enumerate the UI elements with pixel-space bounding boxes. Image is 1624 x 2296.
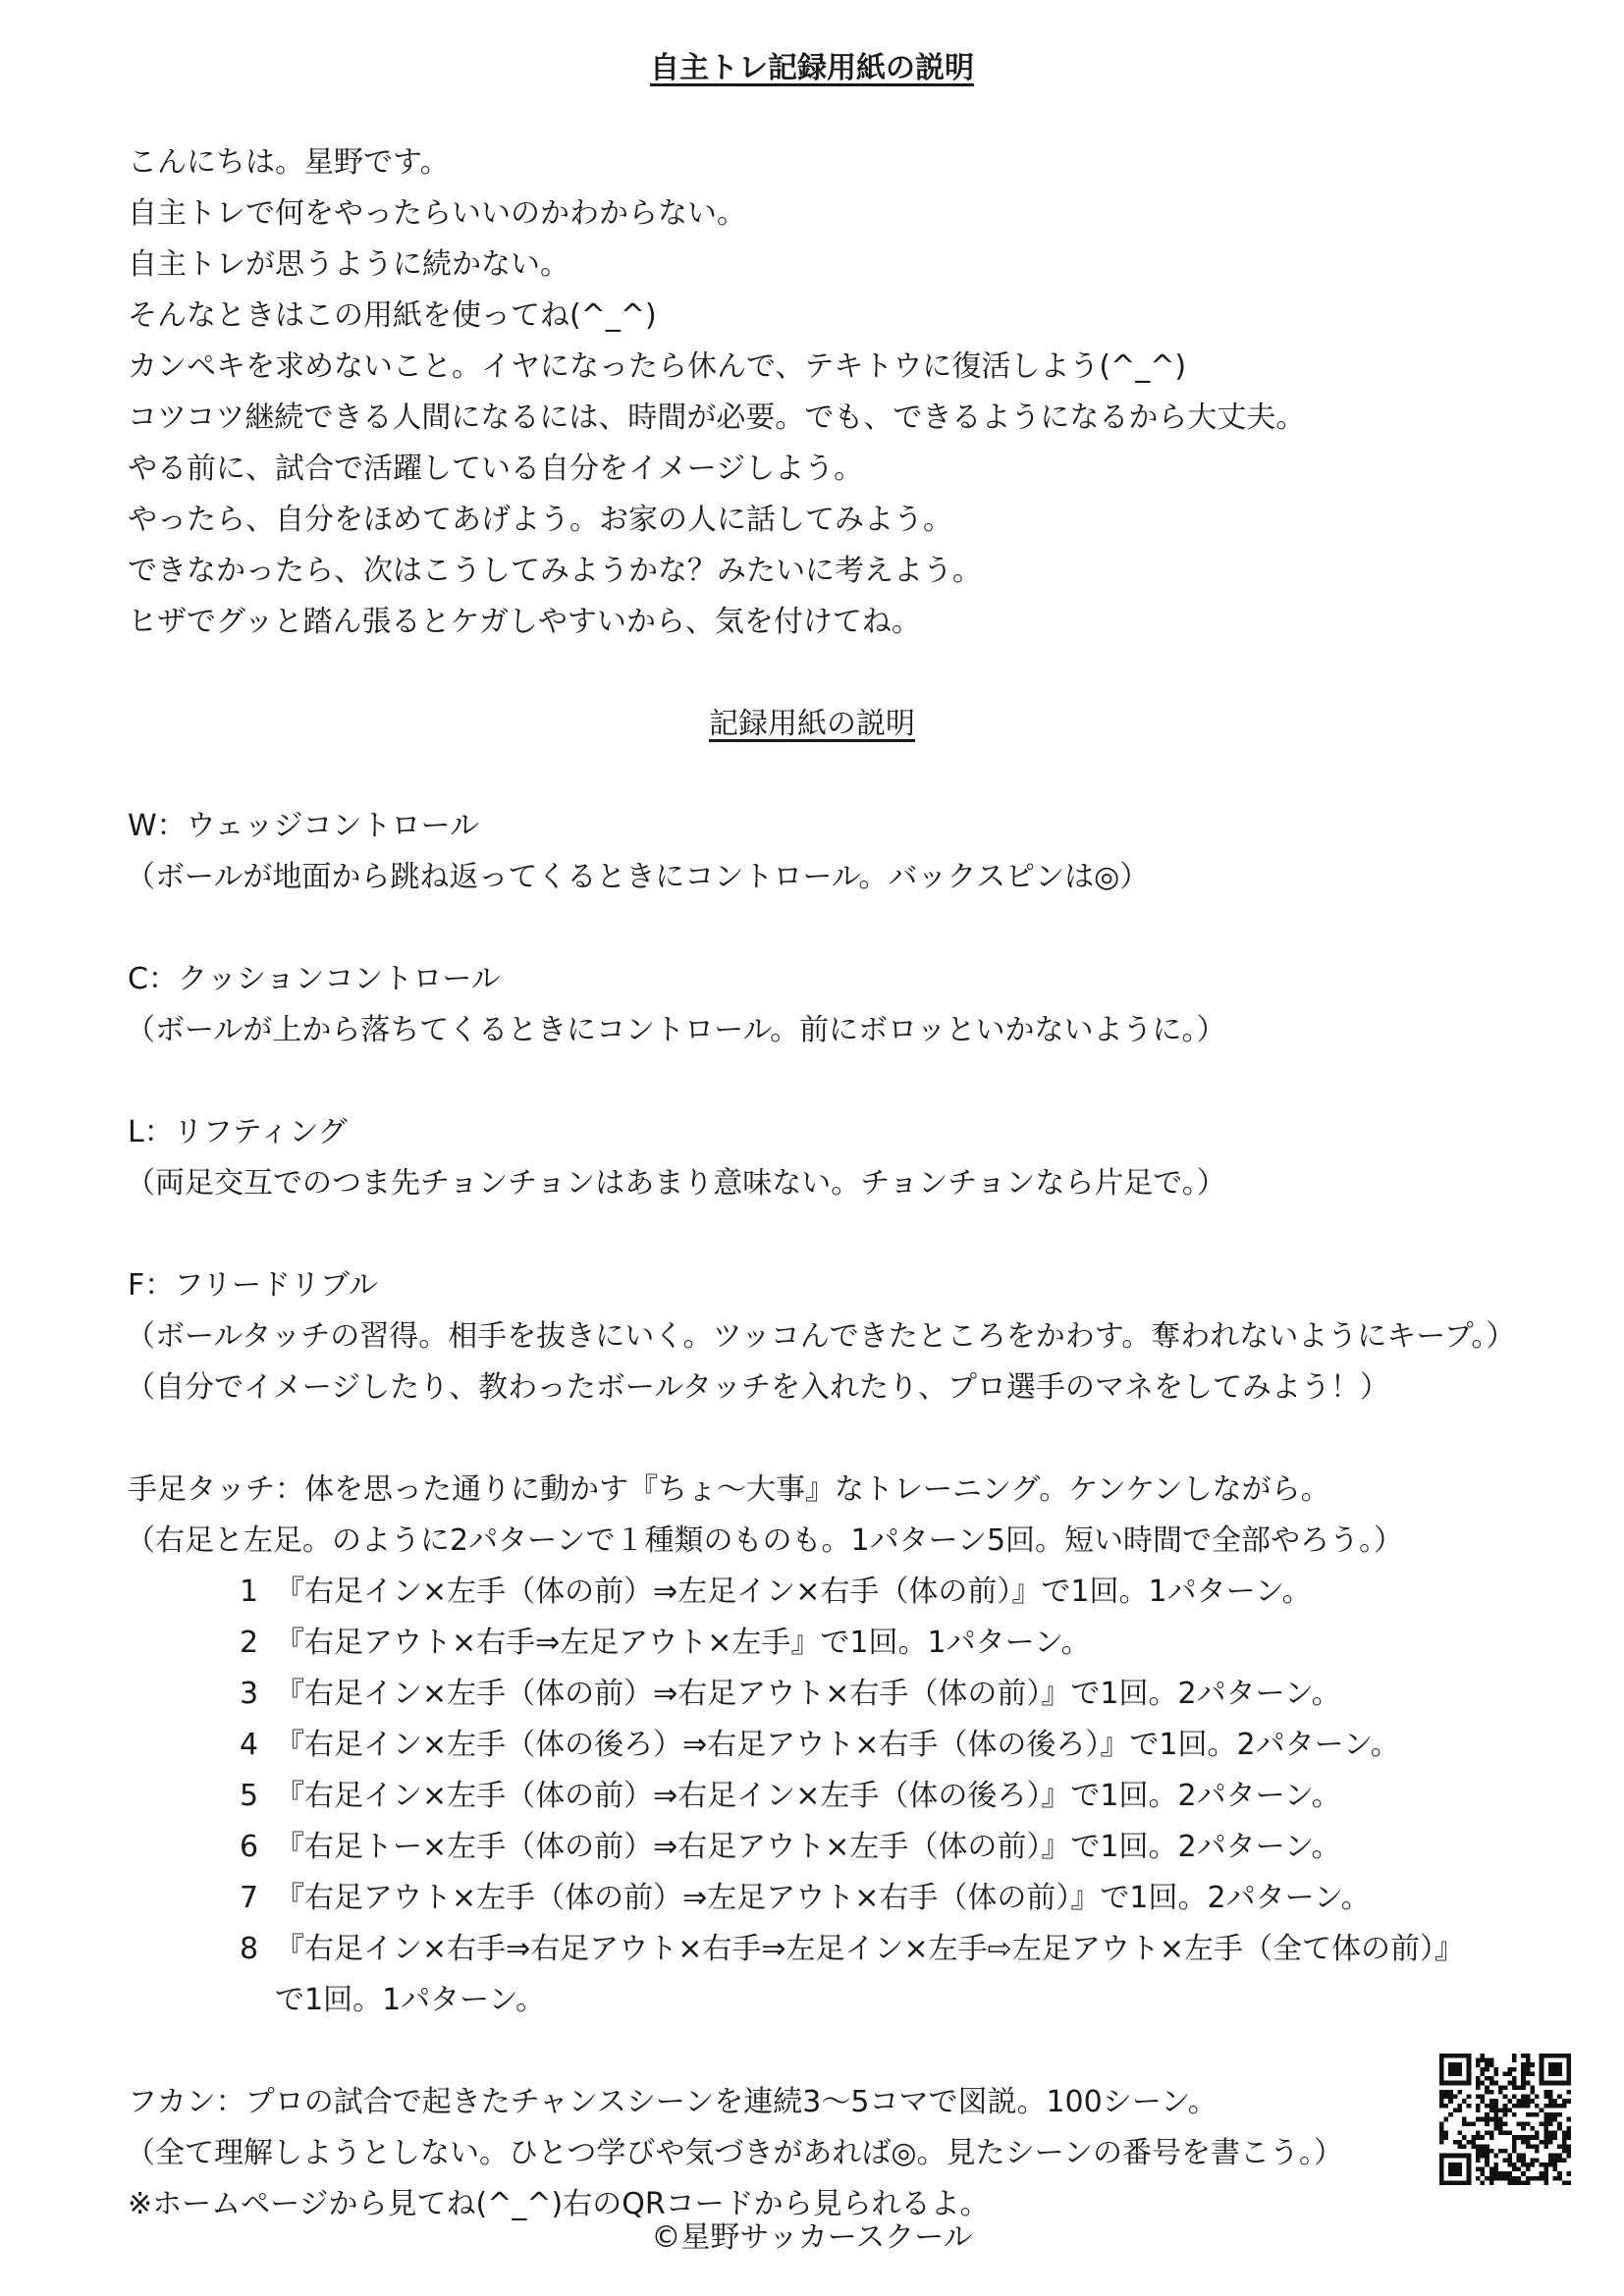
cushion-heading: C：クッションコントロール bbox=[128, 962, 501, 996]
intro-line: 自主トレが思うように続かない。 bbox=[128, 247, 569, 282]
wedge-note: （ボールが地面から跳ね返ってくるときにコントロール。バックスピンは◎） bbox=[126, 860, 1150, 894]
step-number: 6 bbox=[240, 1830, 259, 1864]
step-number: 1 bbox=[240, 1575, 259, 1609]
intro-line: やる前に、試合で活躍している自分をイメージしよう。 bbox=[128, 452, 864, 486]
qr-code-icon[interactable] bbox=[1439, 2054, 1571, 2185]
homepage-note: ※ホームページから見てね(^_^)右のQRコードから見られるよ。 bbox=[128, 2187, 990, 2221]
step-number: 4 bbox=[240, 1728, 259, 1762]
step-text: 『右足イン×右手⇒右足アウト×右手⇒左足イン×左手⇨左足アウト×左手（全て体の前）』 bbox=[275, 1932, 1464, 1966]
intro-line: そんなときはこの用紙を使ってね(^_^) bbox=[128, 298, 657, 333]
intro-line: カンペキを求めないこと。イヤになったら休んで、テキトウに復活しよう(^_^) bbox=[128, 349, 1187, 384]
step-text: 『右足イン×左手（体の前）⇒右足アウト×右手（体の前）』で1回。2パターン。 bbox=[275, 1677, 1341, 1711]
intro-line: やったら、自分をほめてあげよう。お家の人に話してみよう。 bbox=[128, 503, 952, 537]
page-title: 自主トレ記録用紙の説明 bbox=[650, 51, 974, 85]
intro-line: 自主トレで何をやったらいいのかわからない。 bbox=[128, 196, 746, 231]
step-number: 2 bbox=[240, 1626, 259, 1660]
step-number: 8 bbox=[240, 1932, 259, 1966]
step-text: 『右足イン×左手（体の前）⇒右足イン×左手（体の後ろ）』で1回。2パターン。 bbox=[275, 1779, 1341, 1813]
fukan-heading: フカン：プロの試合で起きたチャンスシーンを連続3〜5コマで図説。100シーン。 bbox=[128, 2085, 1218, 2119]
step-number: 5 bbox=[240, 1779, 259, 1813]
step-number: 3 bbox=[240, 1677, 259, 1711]
step-text: 『右足イン×左手（体の後ろ）⇒右足アウト×右手（体の後ろ）』で1回。2パターン。 bbox=[275, 1728, 1400, 1762]
step-text: 『右足アウト×左手（体の前）⇒左足アウト×右手（体の前）』で1回。2パターン。 bbox=[275, 1881, 1371, 1915]
touch-note: （右足と左足。のように2パターンで１種類のものも。1パターン5回。短い時間で全部やろう。） bbox=[126, 1523, 1404, 1558]
intro-line: こんにちは。星野です。 bbox=[128, 145, 450, 180]
wedge-heading: W：ウェッジコントロール bbox=[128, 809, 479, 843]
copyright-footer: ©星野サッカースクール bbox=[651, 2220, 973, 2255]
step-number: 7 bbox=[240, 1881, 259, 1915]
lifting-heading: L：リフティング bbox=[128, 1115, 348, 1149]
section-title: 記録用紙の説明 bbox=[709, 707, 915, 741]
step-text: 『右足トー×左手（体の前）⇒右足アウト×左手（体の前）』で1回。2パターン。 bbox=[275, 1830, 1341, 1864]
step-text-continued: で1回。1パターン。 bbox=[275, 1983, 546, 2017]
step-text: 『右足アウト×右手⇒左足アウト×左手』で1回。1パターン。 bbox=[275, 1626, 1091, 1660]
free-dribble-heading: F：フリードリブル bbox=[128, 1268, 378, 1303]
lifting-note: （両足交互でのつま先チョンチョンはあまり意味ない。チョンチョンなら片足で。） bbox=[126, 1166, 1226, 1201]
cushion-note: （ボールが上から落ちてくるときにコントロール。前にボロッといかないように。） bbox=[126, 1013, 1226, 1047]
intro-line: できなかったら、次はこうしてみようかな？みたいに考えよう。 bbox=[128, 554, 982, 588]
step-text: 『右足イン×左手（体の前）⇒左足イン×右手（体の前）』で1回。1パターン。 bbox=[275, 1575, 1312, 1609]
free-dribble-note: （ボールタッチの習得。相手を抜きにいく。ツッコんできたところをかわす。奪われないようにキープ。） bbox=[126, 1319, 1516, 1354]
free-dribble-note: （自分でイメージしたり、教わったボールタッチを入れたり、プロ選手のマネをしてみよう！） bbox=[126, 1370, 1389, 1405]
intro-line: ヒザでグッと踏ん張るとケガしやすいから、気を付けてね。 bbox=[128, 605, 921, 639]
intro-line: コツコツ継続できる人間になるには、時間が必要。でも、できるようになるから大丈夫。 bbox=[128, 400, 1306, 435]
fukan-note: （全て理解しようとしない。ひとつ学びや気づきがあれば◎。見たシーンの番号を書こう。） bbox=[126, 2136, 1343, 2170]
touch-heading: 手足タッチ：体を思った通りに動かす『ちょ〜大事』なトレーニング。ケンケンしながら。 bbox=[128, 1472, 1330, 1507]
